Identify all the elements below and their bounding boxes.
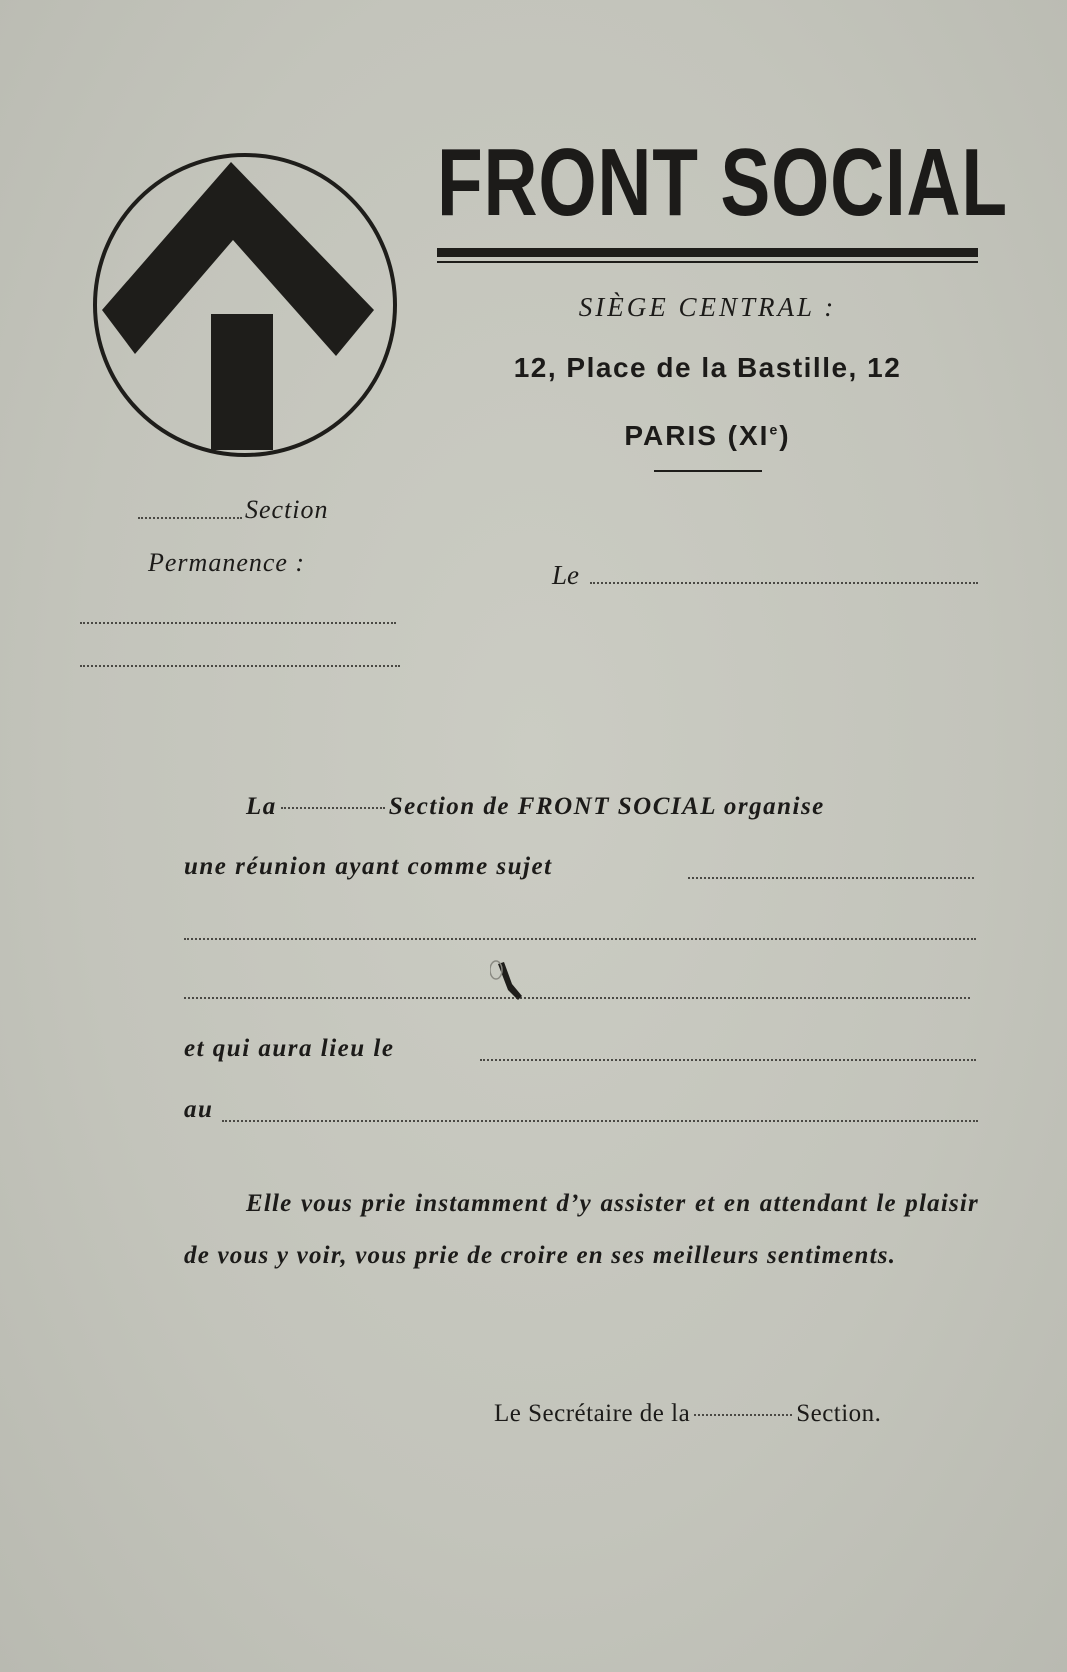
subject-blank-1[interactable] — [688, 877, 974, 879]
headquarters-city: PARIS (XIe) — [624, 420, 791, 451]
organization-title: FRONT SOCIAL — [437, 129, 1008, 236]
invitation-line-3: et qui aura lieu le — [184, 1035, 395, 1062]
signature-section-blank[interactable] — [694, 1414, 792, 1416]
title-underline-thin — [437, 261, 978, 263]
headquarters-address: 12, Place de la Bastille, 12 — [513, 352, 902, 383]
invitation-line-1 — [246, 793, 825, 821]
signature-line — [494, 1400, 881, 1428]
permanence-blank-1[interactable] — [80, 622, 396, 624]
subject-blank-2[interactable] — [184, 938, 976, 940]
meeting-date-blank[interactable] — [480, 1059, 976, 1061]
date-blank[interactable] — [590, 582, 978, 584]
date-label: Le — [552, 560, 579, 590]
emblem-bar — [211, 314, 273, 450]
signature-end: Section. — [796, 1400, 882, 1427]
meeting-place-blank[interactable] — [222, 1120, 978, 1122]
title-underline-thick — [437, 248, 978, 257]
closing-paragraph — [184, 1178, 979, 1282]
city-underline — [654, 470, 762, 472]
section-name-inline-blank[interactable] — [281, 807, 385, 809]
ink-smudge — [490, 960, 530, 1008]
headquarters-label: SIÈGE CENTRAL : — [578, 292, 837, 322]
section-label: Section — [245, 495, 329, 524]
invitation-line-2: une réunion ayant comme sujet — [184, 853, 553, 880]
closing-text: Elle vous prie instamment d’y assister et en attendant le plaisir de vous y voir, vous prie de croire en ses meilleurs sentiments. — [184, 1190, 979, 1269]
signature-start: Le Secrétaire de la — [494, 1400, 691, 1427]
front-social-emblem — [90, 148, 400, 462]
section-name-blank[interactable] — [138, 517, 242, 519]
line1-start: La — [246, 793, 277, 820]
subject-blank-3[interactable] — [184, 997, 970, 999]
permanence-label: Permanence : — [148, 548, 306, 577]
line1-end: Section de FRONT SOCIAL organise — [388, 793, 825, 820]
permanence-blank-2[interactable] — [80, 665, 400, 667]
invitation-line-4: au — [184, 1096, 214, 1123]
